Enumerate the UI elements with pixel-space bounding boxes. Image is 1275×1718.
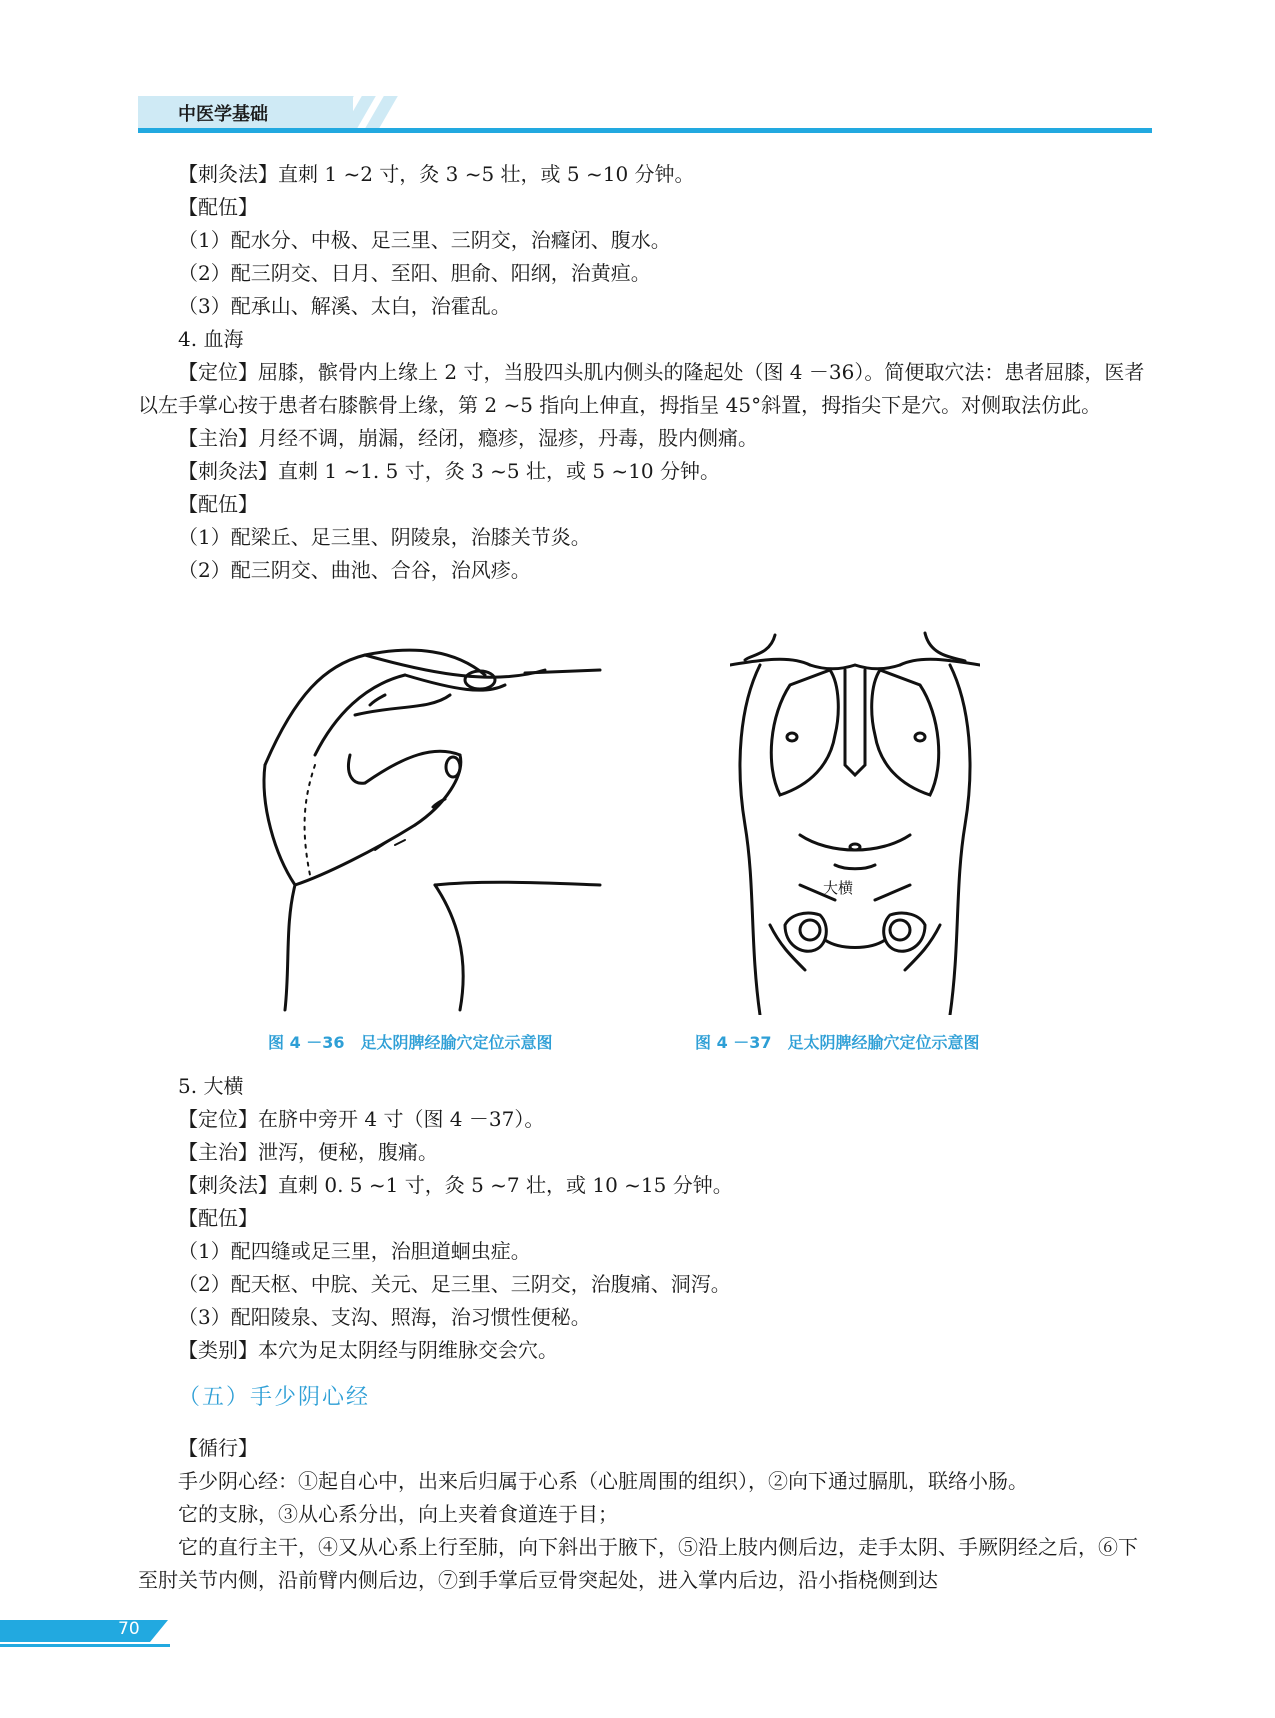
figure-knee-hand-illustration bbox=[255, 635, 615, 1015]
paragraph: （1）配四缝或足三里，治胆道蛔虫症。 bbox=[178, 1239, 531, 1263]
paragraph: 它的直行主干，④又从心系上行至肺，向下斜出于腋下，⑤沿上肢内侧后边，走手太阴、手厥阴经之后，⑥下至肘关节内侧，沿前臂内侧后边，⑦到手掌后豆骨突起处，进入掌内后边，沿小指桡侧到达 bbox=[138, 1535, 1138, 1592]
paragraph: （3）配承山、解溪、太白，治霍乱。 bbox=[178, 294, 511, 318]
figure-37-caption: 图 4 －37 足太阴脾经腧穴定位示意图 bbox=[695, 1033, 980, 1052]
paragraph: （2）配三阴交、曲池、合谷，治风疹。 bbox=[178, 558, 531, 582]
paragraph: （1）配梁丘、足三里、阴陵泉，治膝关节炎。 bbox=[178, 525, 591, 549]
figure-36-caption: 图 4 －36 足太阴脾经腧穴定位示意图 bbox=[268, 1033, 553, 1052]
footer-bar-tip bbox=[150, 1620, 168, 1642]
page-number: 70 bbox=[118, 1619, 140, 1639]
subheading: 4. 血海 bbox=[178, 327, 244, 351]
paragraph: 【刺灸法】直刺 1 ~2 寸，灸 3 ~5 壮，或 5 ~10 分钟。 bbox=[178, 162, 695, 186]
footer-rule bbox=[0, 1644, 170, 1647]
subheading: 【循行】 bbox=[178, 1436, 258, 1460]
acupoint-label-daheng: 大横 bbox=[823, 879, 854, 897]
paragraph: 【配伍】 bbox=[178, 195, 258, 219]
section-heading: （五）手少阴心经 bbox=[178, 1385, 371, 1410]
text-block-2 bbox=[138, 1070, 1152, 1367]
paragraph: 【定位】在脐中旁开 4 寸（图 4 －37）。 bbox=[178, 1107, 545, 1131]
paragraph: （3）配阳陵泉、支沟、照海，治习惯性便秘。 bbox=[178, 1305, 591, 1329]
paragraph: 【刺灸法】直刺 0. 5 ~1 寸，灸 5 ~7 壮，或 10 ~15 分钟。 bbox=[178, 1173, 733, 1197]
paragraph: 【定位】屈膝，髌骨内上缘上 2 寸，当股四头肌内侧头的隆起处（图 4 －36）。简便取穴法：患者屈膝，医者以左手掌心按于患者右膝髌骨上缘，第 2 ~5 指向上伸直，拇指呈 45°斜置，拇指尖下是穴。对侧取法仿此。 bbox=[138, 360, 1145, 417]
paragraph: 【主治】泄泻，便秘，腹痛。 bbox=[178, 1140, 438, 1164]
paragraph: 手少阴心经：①起自心中，出来后归属于心系（心脏周围的组织），②向下通过膈肌，联络小肠。 bbox=[178, 1469, 1028, 1493]
paragraph: （2）配天枢、中脘、关元、足三里、三阴交，治腹痛、洞泻。 bbox=[178, 1272, 731, 1296]
subheading: 5. 大横 bbox=[178, 1074, 244, 1098]
paragraph: 【刺灸法】直刺 1 ~1. 5 寸，灸 3 ~5 壮，或 5 ~10 分钟。 bbox=[178, 459, 721, 483]
text-block-1 bbox=[138, 158, 1152, 587]
book-title: 中医学基础 bbox=[178, 104, 268, 125]
header-rule bbox=[138, 128, 1152, 133]
figure-torso-illustration bbox=[730, 625, 980, 1015]
text-block-3 bbox=[138, 1432, 1152, 1597]
paragraph: （2）配三阴交、日月、至阳、胆俞、阳纲，治黄疸。 bbox=[178, 261, 651, 285]
paragraph: 它的支脉，③从心系分出，向上夹着食道连于目； bbox=[178, 1502, 618, 1526]
paragraph: 【主治】月经不调，崩漏，经闭，瘾疹，湿疹，丹毒，股内侧痛。 bbox=[178, 426, 758, 450]
paragraph: 【类别】本穴为足太阴经与阴维脉交会穴。 bbox=[178, 1338, 558, 1362]
paragraph: 【配伍】 bbox=[178, 1206, 258, 1230]
page-header bbox=[0, 0, 1275, 140]
paragraph: （1）配水分、中极、足三里、三阴交，治癃闭、腹水。 bbox=[178, 228, 671, 252]
paragraph: 【配伍】 bbox=[178, 492, 258, 516]
